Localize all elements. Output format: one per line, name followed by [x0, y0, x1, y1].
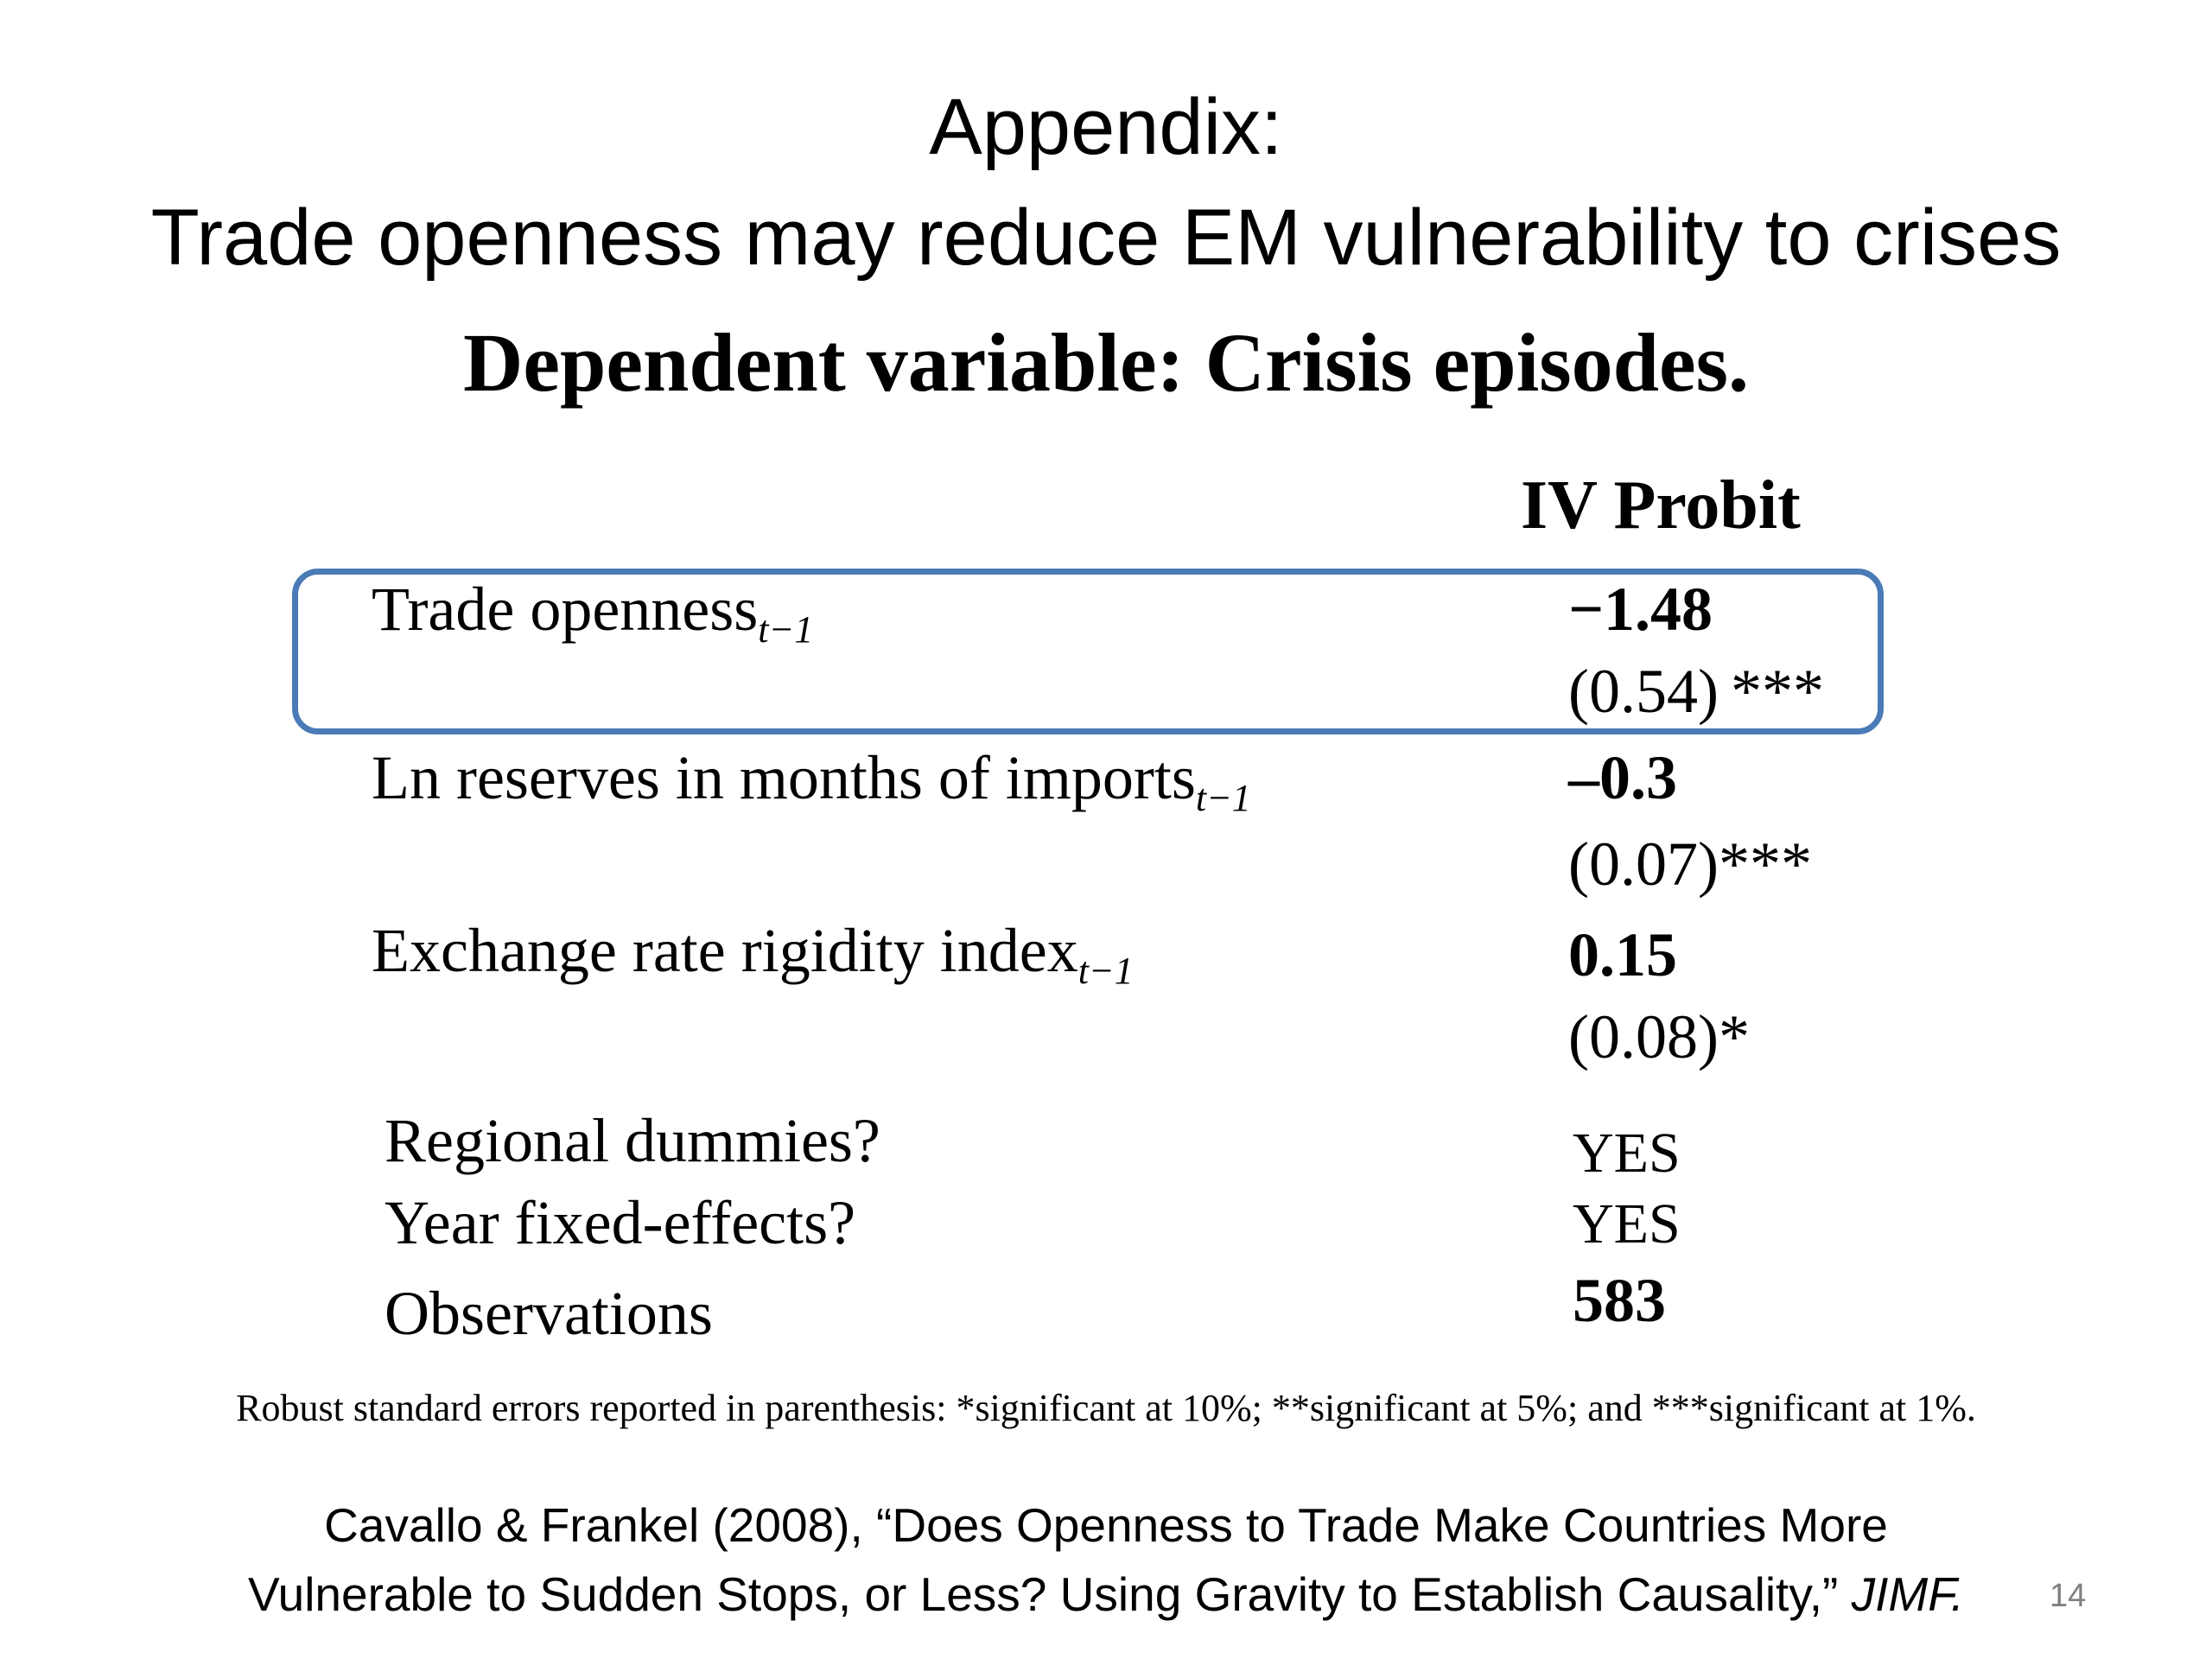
control-value-regional-dummies: YES — [1573, 1122, 1681, 1185]
citation-line1: Cavallo & Frankel (2008), “Does Openness to Trade Make Countries More — [324, 1498, 1888, 1552]
control-label-observations: Observations — [385, 1279, 713, 1348]
table-subtitle: Dependent variable: Crisis episodes. — [463, 316, 1749, 409]
coefficient-ln-reserves: –0.3 — [1568, 743, 1677, 812]
std-error-ln-reserves — [1568, 825, 1812, 903]
row-label-text: Ln reserves in months of imports — [372, 743, 1196, 812]
significance-stars: * — [1718, 1002, 1750, 1071]
std-error-value: (0.54) — [1568, 657, 1719, 726]
control-label-regional-dummies: Regional dummies? — [385, 1106, 880, 1175]
row-label-text: Exchange rate rigidity index — [372, 916, 1078, 985]
table-footnote: Robust standard errors reported in parenthesis: *significant at 10%; **significant at 5%; and ***significant at 1%. — [236, 1387, 1976, 1429]
significance-stars: *** — [1718, 830, 1812, 899]
control-label-year-fixed-effects: Year fixed-effects? — [385, 1188, 856, 1257]
row-label-subscript: t−1 — [1195, 777, 1251, 819]
row-label-text: Trade openness — [372, 575, 759, 644]
slide-title-line1: Appendix: — [929, 83, 1283, 171]
significance-stars: *** — [1730, 657, 1824, 726]
row-label-subscript: t−1 — [758, 608, 814, 651]
std-error-exchange-rate-rigidity — [1568, 998, 1750, 1076]
std-error-value: (0.07) — [1568, 830, 1719, 899]
row-label-trade-openness — [372, 570, 813, 669]
citation-text: Vulnerable to Sudden Stops, or Less? Using Gravity to Establish Causality,” — [247, 1567, 1852, 1621]
citation-journal: JIMF. — [1851, 1567, 1965, 1621]
citation-line2 — [0, 1564, 2212, 1624]
slide-number: 14 — [2050, 1578, 2087, 1614]
slide-title-line2: Trade openness may reduce EM vulnerability to crises — [150, 194, 2062, 282]
coefficient-exchange-rate-rigidity: 0.15 — [1568, 920, 1677, 989]
control-value-year-fixed-effects: YES — [1573, 1192, 1681, 1255]
column-header: IV Probit — [1521, 467, 1801, 543]
row-label-ln-reserves — [372, 739, 1251, 837]
std-error-trade-openness — [1568, 652, 1824, 730]
control-value-observations: 583 — [1573, 1266, 1666, 1335]
coefficient-trade-openness: −1.48 — [1568, 575, 1713, 644]
row-label-subscript: t−1 — [1077, 950, 1134, 992]
std-error-value: (0.08) — [1568, 1002, 1719, 1071]
row-label-exchange-rate-rigidity — [372, 912, 1134, 1010]
